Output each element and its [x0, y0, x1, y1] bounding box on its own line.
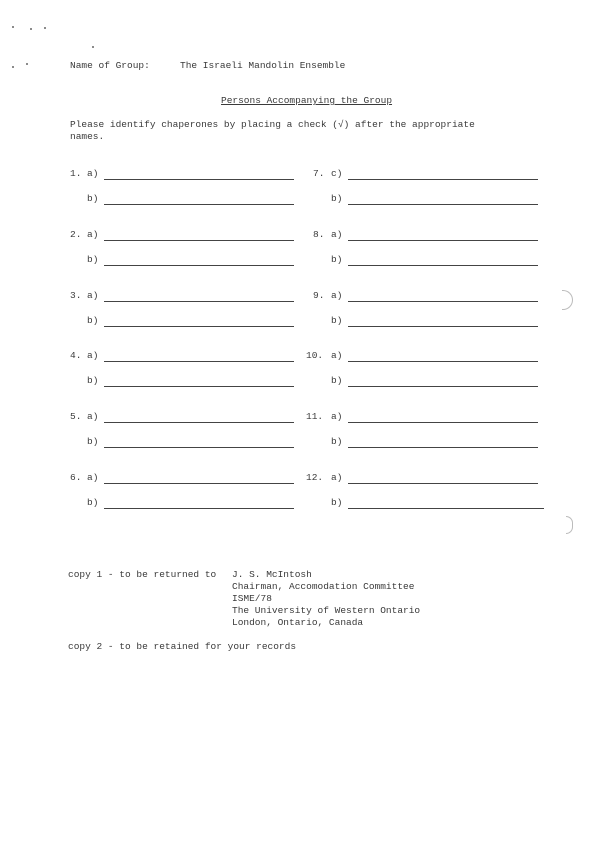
copy-2-instruction: copy 2 - to be retained for your records	[68, 641, 297, 652]
entry-label-a: a)	[331, 350, 343, 361]
name-line-1a[interactable]	[104, 179, 294, 180]
entry-label-b: b)	[87, 436, 99, 447]
name-line-5b[interactable]	[104, 447, 294, 448]
entry-label-a: a)	[87, 411, 99, 422]
entry-number: 10.	[306, 350, 324, 361]
scan-speck	[92, 46, 94, 48]
name-line-5a[interactable]	[104, 422, 294, 423]
entry-label-a: a)	[87, 168, 99, 179]
entry-number: 1.	[70, 168, 82, 179]
entry-number: 9.	[313, 290, 325, 301]
entry-number: 11.	[306, 411, 324, 422]
name-line-11b[interactable]	[348, 447, 538, 448]
scan-speck	[12, 66, 14, 68]
entry-number: 2.	[70, 229, 82, 240]
name-line-4b[interactable]	[104, 386, 294, 387]
name-line-11a[interactable]	[348, 422, 538, 423]
name-line-3b[interactable]	[104, 326, 294, 327]
entry-label-b: b)	[87, 497, 99, 508]
entry-label-a: a)	[87, 350, 99, 361]
entry-label-b: b)	[331, 193, 343, 204]
entry-number: 3.	[70, 290, 82, 301]
address-line: Chairman, Accomodation Committee	[232, 581, 415, 592]
name-line-6a[interactable]	[104, 483, 294, 484]
name-line-8b[interactable]	[348, 265, 538, 266]
instructions-line-1: Please identify chaperones by placing a check (√) after the appropriate	[70, 119, 475, 130]
name-line-3a[interactable]	[104, 301, 294, 302]
name-line-6b[interactable]	[104, 508, 294, 509]
name-line-9b[interactable]	[348, 326, 538, 327]
entry-number: 4.	[70, 350, 82, 361]
name-line-4a[interactable]	[104, 361, 294, 362]
entry-label-b: b)	[331, 315, 343, 326]
name-line-7a[interactable]	[348, 179, 538, 180]
punch-hole	[562, 290, 573, 310]
scan-speck	[12, 26, 14, 28]
name-line-7b[interactable]	[348, 204, 538, 205]
name-line-8a[interactable]	[348, 240, 538, 241]
name-line-10b[interactable]	[348, 386, 538, 387]
name-line-1b[interactable]	[104, 204, 294, 205]
instructions-line-2: names.	[70, 131, 105, 142]
name-line-10a[interactable]	[348, 361, 538, 362]
entry-label-b: b)	[331, 436, 343, 447]
entry-label-a: a)	[87, 290, 99, 301]
name-line-9a[interactable]	[348, 301, 538, 302]
scan-speck	[30, 28, 32, 30]
entry-label-a: a)	[87, 229, 99, 240]
group-name-label: Name of Group:	[70, 60, 150, 71]
entry-label-a: a)	[331, 290, 343, 301]
name-line-12a[interactable]	[348, 483, 538, 484]
entry-label-b: b)	[331, 254, 343, 265]
scan-speck	[44, 27, 46, 29]
entry-label-a: a)	[87, 472, 99, 483]
entry-label-a: a)	[331, 472, 343, 483]
copy-1-instruction: copy 1 - to be returned to	[68, 569, 217, 580]
entry-label-b: b)	[87, 315, 99, 326]
entry-label-b: b)	[87, 375, 99, 386]
address-line: J. S. McIntosh	[232, 569, 312, 580]
name-line-2a[interactable]	[104, 240, 294, 241]
entry-number: 8.	[313, 229, 325, 240]
entry-number: 12.	[306, 472, 324, 483]
entry-label-a: a)	[331, 229, 343, 240]
name-line-12b[interactable]	[348, 508, 544, 509]
address-line: London, Ontario, Canada	[232, 617, 364, 628]
entry-number: 5.	[70, 411, 82, 422]
entry-label-b: b)	[87, 254, 99, 265]
entry-label-b: b)	[331, 497, 343, 508]
address-line: The University of Western Ontario	[232, 605, 421, 616]
name-line-2b[interactable]	[104, 265, 294, 266]
scan-speck	[26, 63, 28, 65]
entry-label-b: b)	[331, 375, 343, 386]
entry-label-a: a)	[331, 411, 343, 422]
page-title: Persons Accompanying the Group	[221, 95, 393, 106]
entry-number: 7.	[313, 168, 325, 179]
group-name-value: The Israeli Mandolin Ensemble	[180, 60, 346, 71]
address-line: ISME/78	[232, 593, 272, 604]
entry-number: 6.	[70, 472, 82, 483]
entry-label-c: c)	[331, 168, 343, 179]
entry-label-b: b)	[87, 193, 99, 204]
punch-hole	[566, 516, 573, 534]
